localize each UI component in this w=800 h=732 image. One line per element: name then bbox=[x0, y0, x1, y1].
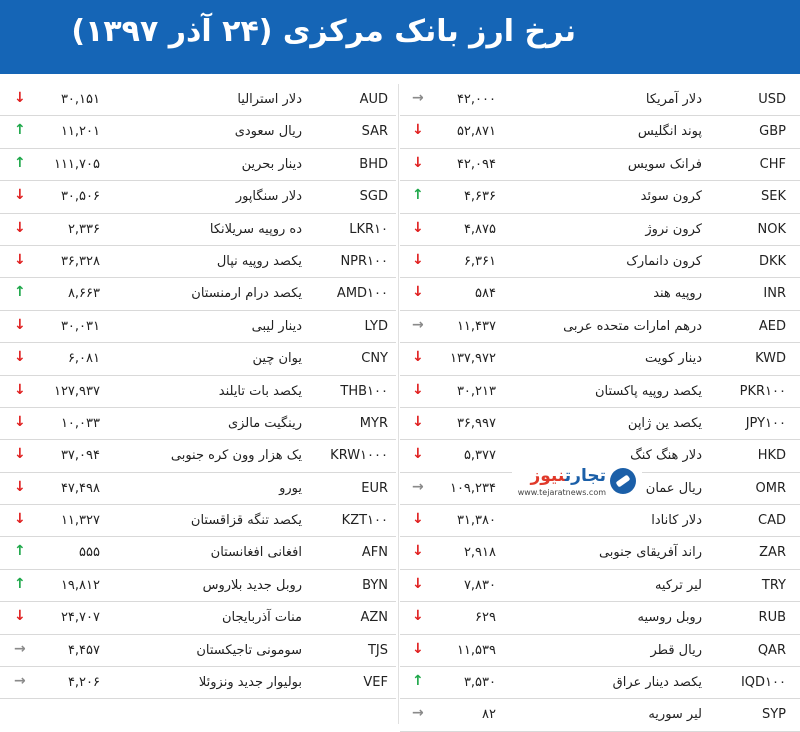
currency-rate: ۱۹,۸۱۲ bbox=[60, 577, 100, 593]
currency-rate: ۴,۲۰۶ bbox=[67, 675, 100, 691]
currency-rate: ۱۱,۲۰۱ bbox=[60, 124, 100, 140]
currency-row bbox=[400, 311, 800, 343]
currency-code: NOK bbox=[757, 221, 786, 237]
currency-row bbox=[0, 505, 396, 537]
currency-name: روپیه هند bbox=[653, 286, 702, 302]
trend-flat-arrow-icon: → bbox=[412, 705, 424, 722]
currency-row bbox=[400, 343, 800, 375]
currency-name: دینار لیبی bbox=[251, 318, 302, 334]
trend-down-arrow-icon: ↓ bbox=[412, 122, 424, 139]
currency-row bbox=[0, 602, 396, 634]
currency-rate: ۳۰,۰۳۱ bbox=[60, 318, 100, 334]
currency-row bbox=[400, 149, 800, 181]
currency-row bbox=[0, 116, 396, 148]
trend-down-arrow-icon: ↓ bbox=[14, 608, 26, 625]
trend-down-arrow-icon: ↓ bbox=[412, 154, 424, 171]
currency-row bbox=[400, 667, 800, 699]
currency-row bbox=[400, 84, 800, 116]
trend-up-arrow-icon: ↑ bbox=[14, 284, 26, 301]
currency-name: یکصد تنگه قزاقستان bbox=[190, 513, 302, 529]
currency-code: CAD bbox=[758, 513, 786, 529]
currency-code: TJS bbox=[367, 642, 388, 658]
currency-code: JPY۱۰۰ bbox=[745, 415, 786, 431]
currency-name: ده روپیه سریلانکا bbox=[209, 221, 302, 237]
currency-code: GBP bbox=[759, 124, 786, 140]
currency-name: رینگیت مالزی bbox=[227, 415, 302, 431]
currency-row bbox=[400, 505, 800, 537]
currency-row bbox=[0, 440, 396, 472]
currency-name: دلار سنگاپور bbox=[235, 189, 302, 205]
currency-rate: ۵۸۴ bbox=[475, 286, 496, 302]
trend-flat-arrow-icon: → bbox=[412, 478, 424, 495]
currency-rate: ۳۶,۹۹۷ bbox=[456, 415, 496, 431]
currency-code: KZT۱۰۰ bbox=[341, 513, 388, 529]
currency-name: فرانک سویس bbox=[627, 156, 702, 172]
column-divider bbox=[398, 84, 399, 724]
currency-row bbox=[0, 343, 396, 375]
currency-rate: ۱۲۷,۹۳۷ bbox=[53, 383, 100, 399]
currency-name: لیر سوریه bbox=[648, 707, 702, 723]
currency-row bbox=[400, 408, 800, 440]
currency-rate: ۱۱,۴۳۷ bbox=[456, 318, 496, 334]
currency-name: دلار کانادا bbox=[651, 513, 702, 529]
trend-down-arrow-icon: ↓ bbox=[412, 413, 424, 430]
currency-row bbox=[0, 149, 396, 181]
currency-code: AUD bbox=[359, 92, 388, 107]
trend-down-arrow-icon: ↓ bbox=[412, 349, 424, 366]
currency-name: یکصد بات تایلند bbox=[218, 383, 302, 399]
currency-row bbox=[400, 278, 800, 310]
currency-rate: ۳۷,۰۹۴ bbox=[60, 448, 100, 464]
currency-name: بولیوار جدید ونزوئلا bbox=[198, 675, 302, 691]
currency-rate: ۳۶,۳۲۸ bbox=[60, 253, 100, 269]
currency-rate: ۴,۴۵۷ bbox=[67, 642, 100, 658]
currency-name: ریال قطر bbox=[650, 642, 702, 658]
page-title: نرخ ارز بانک مرکزی (۲۴ آذر ۱۳۹۷) bbox=[71, 14, 576, 49]
trend-down-arrow-icon: ↓ bbox=[14, 90, 26, 106]
trend-up-arrow-icon: ↑ bbox=[14, 543, 26, 560]
currency-row bbox=[400, 635, 800, 667]
currency-rate: ۲,۹۱۸ bbox=[463, 545, 496, 561]
trend-up-arrow-icon: ↑ bbox=[14, 122, 26, 139]
currency-code: AFN bbox=[361, 545, 388, 561]
trend-down-arrow-icon: ↓ bbox=[14, 219, 26, 236]
logo-word-1: تجارت bbox=[564, 466, 606, 486]
currency-row bbox=[400, 246, 800, 278]
currency-rate: ۵۵۵ bbox=[79, 545, 100, 561]
tejaratnews-logo bbox=[512, 464, 642, 504]
currency-name: افغانی افغانستان bbox=[210, 545, 302, 561]
currency-rate: ۱۱,۵۳۹ bbox=[456, 642, 496, 658]
currency-name: دلار استرالیا bbox=[237, 92, 302, 107]
trend-up-arrow-icon: ↑ bbox=[14, 575, 26, 592]
trend-down-arrow-icon: ↓ bbox=[412, 640, 424, 657]
currency-row bbox=[0, 408, 396, 440]
currency-code: OMR bbox=[755, 480, 786, 496]
trend-down-arrow-icon: ↓ bbox=[412, 381, 424, 398]
currency-rate: ۱۰۹,۲۳۴ bbox=[449, 480, 496, 496]
currency-rate: ۳۱,۳۸۰ bbox=[456, 513, 496, 529]
currency-name: راند آفریقای جنوبی bbox=[598, 545, 702, 561]
trend-down-arrow-icon: ↓ bbox=[412, 219, 424, 236]
currency-row bbox=[0, 246, 396, 278]
trend-flat-arrow-icon: → bbox=[412, 90, 424, 106]
currency-name: یکصد ین ژاپن bbox=[627, 415, 702, 431]
currency-code: SAR bbox=[361, 124, 388, 140]
currency-row bbox=[400, 376, 800, 408]
trend-down-arrow-icon: ↓ bbox=[412, 251, 424, 268]
currency-rate: ۴۲,۰۹۴ bbox=[456, 156, 496, 172]
logo-word-2: نیوز bbox=[530, 466, 565, 486]
currency-code: VEF bbox=[363, 675, 388, 691]
currency-row bbox=[0, 214, 396, 246]
currency-name: کرون نروژ bbox=[645, 221, 702, 237]
currency-code: AED bbox=[758, 318, 786, 334]
currency-code: KWD bbox=[755, 351, 786, 367]
currency-rate: ۲,۳۳۶ bbox=[67, 221, 100, 237]
trend-flat-arrow-icon: → bbox=[14, 640, 26, 657]
currency-rate: ۴۲,۰۰۰ bbox=[456, 92, 496, 107]
trend-down-arrow-icon: ↓ bbox=[14, 316, 26, 333]
currency-row bbox=[0, 84, 396, 116]
currency-code: LKR۱۰ bbox=[349, 221, 388, 237]
currency-row bbox=[400, 537, 800, 569]
currency-code: IQD۱۰۰ bbox=[740, 675, 786, 691]
logo-mark-icon bbox=[610, 468, 636, 494]
currency-code: PKR۱۰۰ bbox=[739, 383, 786, 399]
trend-down-arrow-icon: ↓ bbox=[14, 478, 26, 495]
currency-rate: ۸۲ bbox=[482, 707, 496, 723]
currency-name: روبل جدید بلاروس bbox=[202, 577, 302, 593]
currency-row bbox=[400, 214, 800, 246]
currency-name: دینار کویت bbox=[645, 351, 702, 367]
trend-down-arrow-icon: ↓ bbox=[412, 284, 424, 301]
currency-code: THB۱۰۰ bbox=[340, 383, 388, 399]
trend-down-arrow-icon: ↓ bbox=[14, 187, 26, 204]
currency-code: BYN bbox=[362, 577, 388, 593]
currency-row bbox=[400, 181, 800, 213]
currency-row bbox=[0, 667, 396, 699]
currency-code: CHF bbox=[759, 156, 786, 172]
currency-code: NPR۱۰۰ bbox=[340, 253, 388, 269]
trend-up-arrow-icon: ↑ bbox=[412, 673, 424, 690]
currency-code: INR bbox=[763, 286, 786, 302]
right-currency-column bbox=[400, 84, 800, 732]
trend-flat-arrow-icon: → bbox=[412, 316, 424, 333]
currency-name: یکصد روپیه پاکستان bbox=[594, 383, 702, 399]
trend-down-arrow-icon: ↓ bbox=[14, 251, 26, 268]
currency-row bbox=[400, 116, 800, 148]
currency-row bbox=[0, 635, 396, 667]
currency-code: EUR bbox=[361, 480, 388, 496]
currency-rate: ۱۱,۳۲۷ bbox=[60, 513, 100, 529]
currency-row bbox=[0, 537, 396, 569]
currency-rate: ۳۰,۲۱۳ bbox=[456, 383, 496, 399]
trend-down-arrow-icon: ↓ bbox=[412, 543, 424, 560]
trend-flat-arrow-icon: → bbox=[14, 673, 26, 690]
currency-code: AMD۱۰۰ bbox=[336, 286, 388, 302]
currency-code: TRY bbox=[761, 577, 786, 593]
currency-rate: ۳۰,۱۵۱ bbox=[60, 92, 100, 107]
currency-code: ZAR bbox=[759, 545, 786, 561]
currency-code: LYD bbox=[364, 318, 388, 334]
currency-rate: ۱۰,۰۳۳ bbox=[60, 415, 100, 431]
currency-rate: ۵۲,۸۷۱ bbox=[456, 124, 496, 140]
currency-code: AZN bbox=[360, 610, 388, 626]
trend-down-arrow-icon: ↓ bbox=[412, 511, 424, 528]
currency-name: ریال عمان bbox=[645, 480, 702, 496]
currency-rate: ۴۷,۴۹۸ bbox=[60, 480, 100, 496]
currency-code: SGD bbox=[359, 189, 388, 205]
currency-code: QAR bbox=[757, 642, 786, 658]
trend-up-arrow-icon: ↑ bbox=[412, 187, 424, 204]
trend-down-arrow-icon: ↓ bbox=[412, 575, 424, 592]
currency-rate: ۵,۳۷۷ bbox=[463, 448, 496, 464]
currency-row bbox=[0, 376, 396, 408]
trend-down-arrow-icon: ↓ bbox=[14, 413, 26, 430]
currency-name: درهم امارات متحده عربی bbox=[563, 318, 702, 334]
currency-name: پوند انگلیس bbox=[637, 124, 702, 140]
logo-wordmark bbox=[530, 466, 606, 486]
currency-name: لیر ترکیه bbox=[654, 577, 702, 593]
currency-rate: ۶,۰۸۱ bbox=[67, 351, 100, 367]
currency-row bbox=[0, 473, 396, 505]
currency-name: یکصد درام ارمنستان bbox=[191, 286, 302, 302]
trend-down-arrow-icon: ↓ bbox=[14, 349, 26, 366]
currency-name: یکصد دینار عراق bbox=[612, 675, 702, 691]
currency-rate: ۴,۶۳۶ bbox=[463, 189, 496, 205]
header-bar bbox=[0, 0, 800, 74]
currency-code: MYR bbox=[359, 415, 388, 431]
currency-rate: ۶۲۹ bbox=[475, 610, 496, 626]
currency-code: SEK bbox=[761, 189, 786, 205]
currency-name: دینار بحرین bbox=[241, 156, 302, 172]
currency-rate: ۱۳۷,۹۷۲ bbox=[449, 351, 496, 367]
currency-row bbox=[0, 278, 396, 310]
currency-name: یورو bbox=[279, 480, 302, 496]
currency-code: RUB bbox=[758, 610, 786, 626]
left-currency-column bbox=[0, 84, 396, 699]
currency-rate: ۸,۶۶۳ bbox=[67, 286, 100, 302]
trend-down-arrow-icon: ↓ bbox=[412, 608, 424, 625]
currency-code: CNY bbox=[361, 351, 388, 367]
currency-name: روبل روسیه bbox=[637, 610, 702, 626]
currency-rate: ۲۴,۷۰۷ bbox=[60, 610, 100, 626]
currency-code: HKD bbox=[757, 448, 786, 464]
currency-name: منات آذربایجان bbox=[222, 610, 302, 626]
currency-rate: ۳۰,۵۰۶ bbox=[60, 189, 100, 205]
currency-rate: ۱۱۱,۷۰۵ bbox=[53, 156, 100, 172]
currency-code: USD bbox=[758, 92, 786, 107]
currency-name: یوان چین bbox=[252, 351, 302, 367]
currency-row bbox=[0, 570, 396, 602]
currency-row bbox=[0, 311, 396, 343]
currency-name: یکصد روپیه نپال bbox=[216, 253, 302, 269]
currency-rate: ۴,۸۷۵ bbox=[463, 221, 496, 237]
currency-name: سومونی تاجیکستان bbox=[196, 642, 302, 658]
trend-up-arrow-icon: ↑ bbox=[14, 154, 26, 171]
logo-site: www.tejaratnews.com bbox=[517, 488, 606, 497]
currency-name: کرون دانمارک bbox=[626, 253, 702, 269]
currency-name: یک هزار وون کره جنوبی bbox=[170, 448, 302, 464]
currency-code: KRW۱۰۰۰ bbox=[330, 448, 388, 464]
currency-name: کرون سوئد bbox=[640, 189, 702, 205]
currency-code: BHD bbox=[359, 156, 388, 172]
trend-down-arrow-icon: ↓ bbox=[14, 511, 26, 528]
currency-rate: ۳,۵۳۰ bbox=[463, 675, 496, 691]
currency-rate: ۶,۳۶۱ bbox=[463, 253, 496, 269]
trend-down-arrow-icon: ↓ bbox=[14, 381, 26, 398]
currency-code: SYP bbox=[761, 707, 786, 723]
currency-row bbox=[0, 181, 396, 213]
trend-down-arrow-icon: ↓ bbox=[14, 446, 26, 463]
currency-rate: ۷,۸۳۰ bbox=[463, 577, 496, 593]
currency-row bbox=[400, 602, 800, 634]
currency-name: دلار هنگ کنگ bbox=[630, 448, 702, 464]
currency-code: DKK bbox=[758, 253, 786, 269]
currency-row bbox=[400, 570, 800, 602]
currency-name: دلار آمریکا bbox=[645, 92, 702, 107]
currency-name: ریال سعودی bbox=[234, 124, 302, 140]
currency-row bbox=[400, 699, 800, 731]
trend-down-arrow-icon: ↓ bbox=[412, 446, 424, 463]
